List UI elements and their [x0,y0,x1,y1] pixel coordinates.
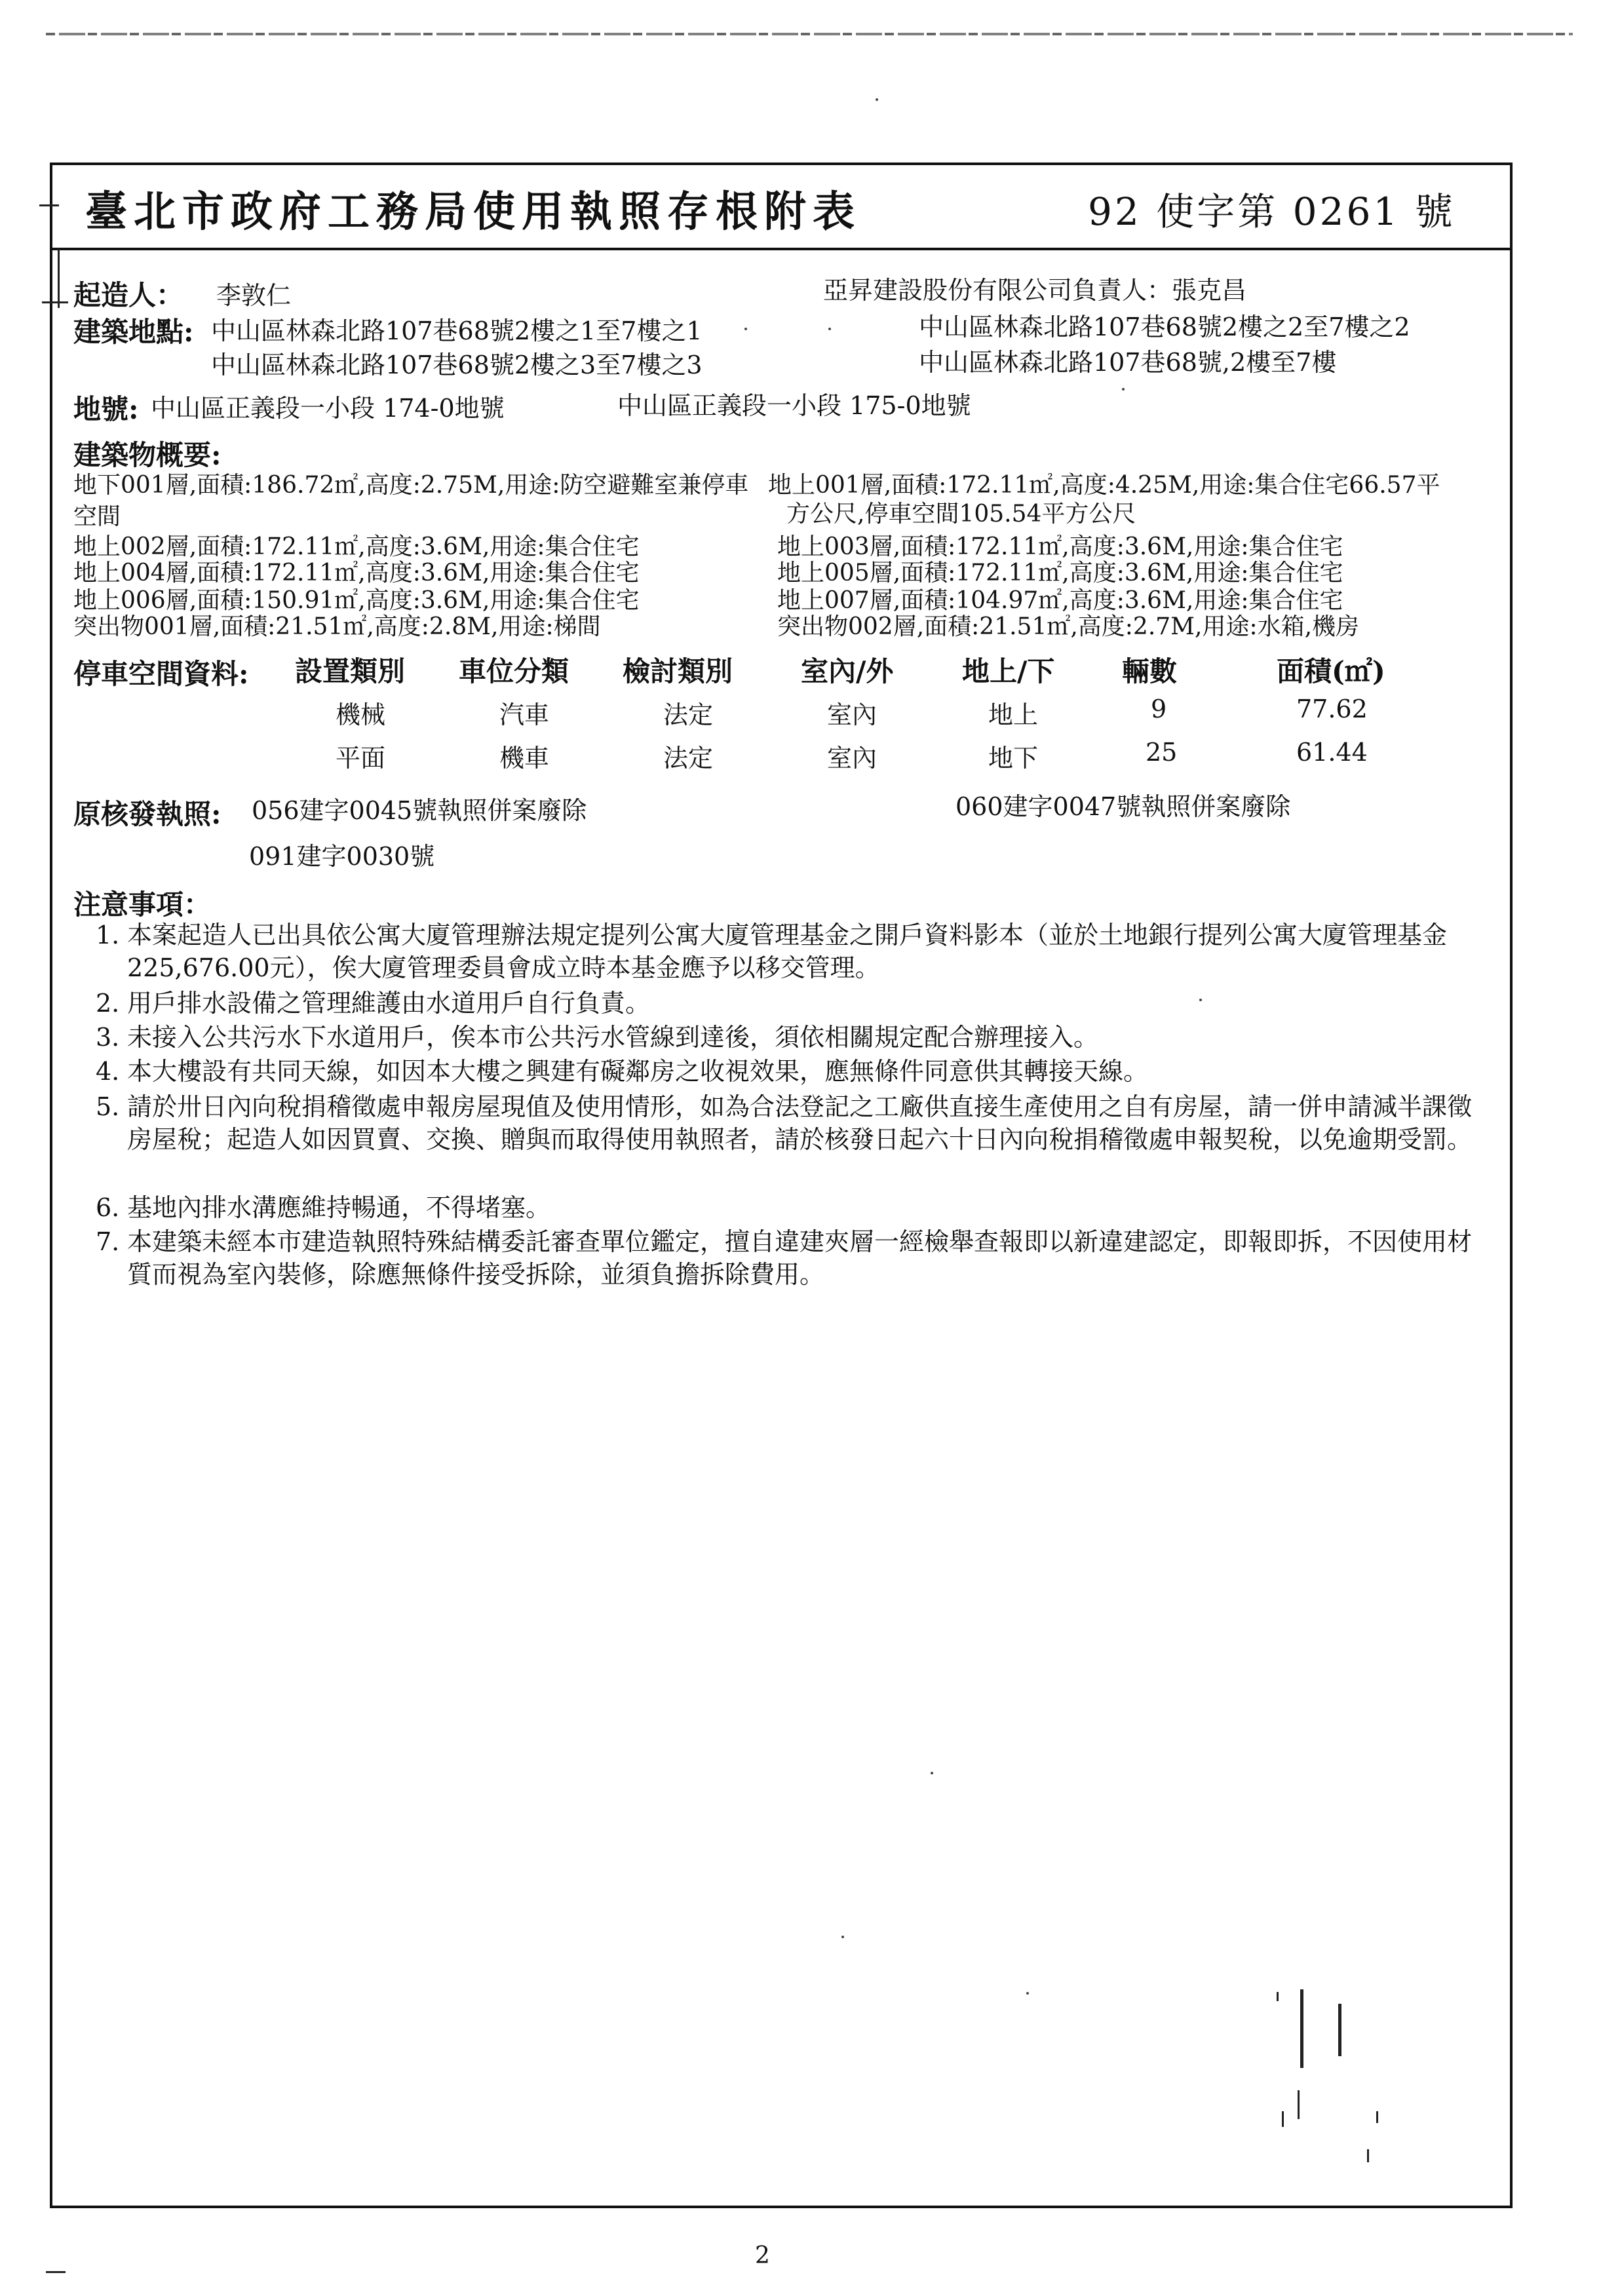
original-permit-item: 091建字0030號 [249,842,435,871]
parking-cell: 9 [1151,695,1167,723]
parking-header: 車位分類 [459,655,569,687]
original-permits-label: 原核發執照: [73,798,222,830]
scan-speck [1122,388,1125,391]
document-title: 臺北市政府工務局使用執照存根附表 [85,187,861,237]
parking-cell: 地上 [988,700,1039,729]
parking-cell: 室內 [827,700,878,729]
note-number: 4. [96,1057,120,1086]
original-permit-item: 056建字0045號執照併案廢除 [252,796,587,825]
parking-header: 輛數 [1122,655,1178,687]
permit-number: 92 使字第 0261 號 [1088,189,1456,234]
overview-b1: 地下001層,面積:186.72㎡,高度:2.75M,用途:防空避難室兼停車 [73,472,749,499]
parking-cell: 77.62 [1296,695,1368,723]
parking-cell: 室內 [827,744,878,773]
overview-right-row: 地上007層,面積:104.97㎡,高度:3.6M,用途:集合住宅 [777,587,1343,614]
parking-cell: 平面 [336,744,386,773]
scan-artifact-top-line [46,33,1573,35]
overview-right-row: 地上003層,面積:172.11㎡,高度:3.6M,用途:集合住宅 [777,533,1343,560]
overview-left-row: 地上002層,面積:172.11㎡,高度:3.6M,用途:集合住宅 [73,533,640,560]
note-text: 本案起造人已出具依公寓大廈管理辦法規定提列公寓大廈管理基金之開戶資料影本（並於土地銀行提列公寓大廈管理基金225,676.00元），俟大廈管理委員會成立時本基金應予以移交管理。 [127,921,1448,982]
site-address-3: 中山區林森北路107巷68號2樓之3至7樓之3 [211,351,703,379]
parking-cell: 25 [1146,738,1178,767]
note-item [96,1021,1492,1054]
notes-label: 注意事項： [73,889,212,921]
title-divider [50,248,1513,250]
lot-label: 地號: [73,393,139,425]
site-label: 建築地點: [73,316,194,348]
note-number: 3. [96,1023,120,1052]
scan-speck [744,328,747,330]
note-text: 未接入公共污水下水道用戶，俟本市公共污水管線到達後，須依相關規定配合辦理接入。 [127,1023,1099,1052]
original-permit-item: 060建字0047號執照併案廢除 [955,792,1291,821]
parking-cell: 機械 [336,700,386,729]
note-item [96,987,1492,1020]
note-text: 本大樓設有共同天線，如因本大樓之興建有礙鄰房之收視效果，應無條件同意供其轉接天線。 [127,1057,1149,1086]
site-address-2: 中山區林森北路107巷68號2樓之2至7樓之2 [919,313,1410,341]
note-number: 5. [96,1092,120,1121]
overview-right-row: 突出物002層,面積:21.51㎡,高度:2.7M,用途:水箱,機房 [777,613,1360,640]
scan-speck [841,1936,844,1938]
note-item [96,1055,1492,1088]
overview-right-row: 地上005層,面積:172.11㎡,高度:3.6M,用途:集合住宅 [777,560,1343,586]
parking-cell: 法定 [663,700,714,729]
company-responsible: 亞昇建設股份有限公司負責人：張克昌 [823,276,1247,305]
note-number: 7. [96,1227,120,1256]
builder-label: 起造人： [73,279,184,311]
note-number: 1. [96,921,120,949]
overview-label: 建築物概要: [73,439,222,471]
overview-left-row: 地上004層,面積:172.11㎡,高度:3.6M,用途:集合住宅 [73,560,640,586]
note-item [96,1090,1492,1189]
note-item [96,919,1492,984]
site-address-4: 中山區林森北路107巷68號,2樓至7樓 [919,348,1337,377]
parking-header: 地上/下 [962,655,1055,687]
scan-speck [828,328,831,330]
overview-f1: 地上001層,面積:172.11㎡,高度:4.25M,用途:集合住宅66.57平 [768,472,1440,499]
parking-header: 檢討類別 [623,655,733,687]
site-address-1: 中山區林森北路107巷68號2樓之1至7樓之1 [211,316,703,345]
scan-speck [1026,1992,1029,1995]
parking-header: 面積(㎡) [1277,655,1385,687]
overview-left-row: 突出物001層,面積:21.51㎡,高度:2.8M,用途:梯間 [73,613,601,640]
parking-cell: 機車 [499,744,550,773]
lot-item-2: 中山區正義段一小段 175-0地號 [617,391,971,420]
note-text: 請於卅日內向稅捐稽徵處申報房屋現值及使用情形，如為合法登記之工廠供直接生產使用之自有房屋，請一併申請減半課徵房屋稅；起造人如因買賣、交換、贈與而取得使用執照者，請於核發日起六十日內向稅捐稽徵處申報契稅，以免逾期受罰。 [127,1092,1473,1154]
parking-header: 室內/外 [801,655,894,687]
scan-speck [876,98,878,101]
note-text: 本建築未經本市建造執照特殊結構委託審查單位鑑定，擅自違建夾層一經檢舉查報即以新違建認定，即報即拆，不因使用材質而視為室內裝修，除應無條件接受拆除，並須負擔拆除費用。 [127,1227,1473,1289]
scan-speck [1199,999,1202,1001]
note-number: 6. [96,1193,120,1222]
parking-cell: 地下 [988,744,1039,773]
builder-name: 李敦仁 [216,281,292,310]
page-number: 2 [755,2242,770,2269]
overview-f1-cont: 方公尺,停車空間105.54平方公尺 [786,501,1136,527]
lot-item-1: 中山區正義段一小段 174-0地號 [151,394,505,423]
parking-cell: 汽車 [499,700,550,729]
note-item [96,1225,1492,1291]
parking-cell: 法定 [663,744,714,773]
note-text: 基地內排水溝應維持暢通，不得堵塞。 [127,1193,551,1222]
note-item [96,1191,1492,1224]
scan-speck [931,1772,933,1774]
parking-header: 設置類別 [295,655,406,687]
overview-b1-cont: 空間 [73,503,121,530]
note-text: 用戶排水設備之管理維護由水道用戶自行負責。 [127,989,651,1018]
overview-left-row: 地上006層,面積:150.91㎡,高度:3.6M,用途:集合住宅 [73,587,640,614]
parking-cell: 61.44 [1296,738,1368,767]
parking-label: 停車空間資料: [73,658,249,690]
note-number: 2. [96,989,120,1018]
